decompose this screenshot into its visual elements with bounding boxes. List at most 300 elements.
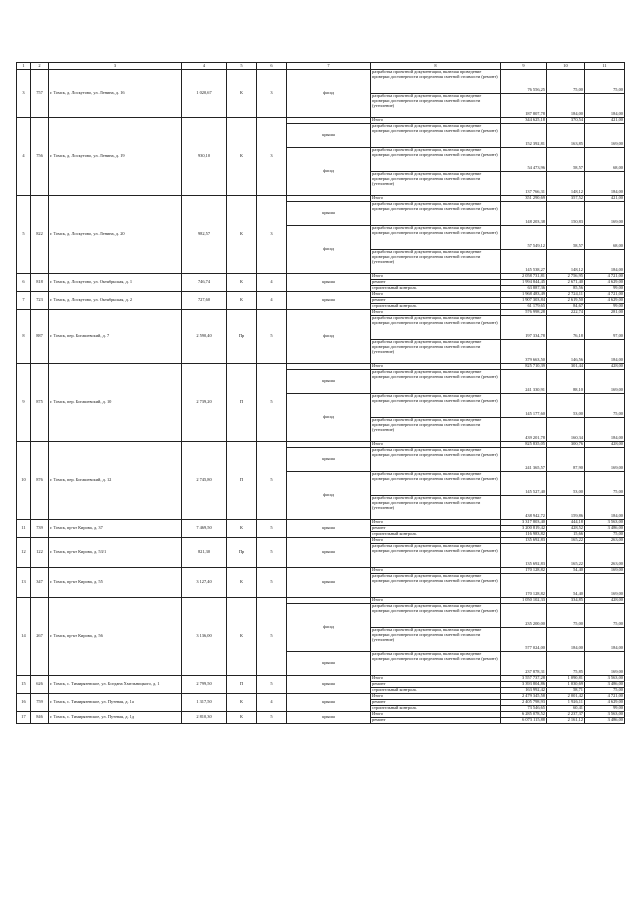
work-description: разработка проектной документации, включая проведение проверки достоверности определения сметной стоимости (утепление) bbox=[371, 340, 501, 364]
cost-value: 6 073 115,88 bbox=[501, 718, 547, 724]
work-description: разработка проектной документации, включая проведение проверки достоверности определения сметной стоимости (утепление) bbox=[371, 418, 501, 442]
unit-cost: 184,00 bbox=[547, 94, 585, 118]
element-type: фасад bbox=[287, 310, 371, 364]
limit-cost: 4 629,00 bbox=[585, 280, 625, 286]
element-type: крыша bbox=[287, 202, 371, 226]
element-type: фасад bbox=[287, 70, 371, 118]
cost-value: 61 179,65 bbox=[501, 304, 547, 310]
table-row bbox=[17, 694, 625, 700]
table-row bbox=[17, 274, 625, 280]
cost-value: 2 405 798,93 bbox=[501, 700, 547, 706]
unit-cost: 148,12 bbox=[547, 250, 585, 274]
unit-cost: 15,66 bbox=[547, 532, 585, 538]
house-code: 887 bbox=[31, 310, 49, 364]
limit-cost: 169,00 bbox=[585, 574, 625, 598]
unit-cost: 54,40 bbox=[547, 568, 585, 574]
wall-material: К bbox=[227, 598, 257, 676]
cost-value: 3 393 804,86 bbox=[501, 682, 547, 688]
row-number: 5 bbox=[17, 196, 31, 274]
work-description: разработка проектной документации, включая проведение проверки достоверности определения сметной стоимости (утепление) bbox=[371, 172, 501, 196]
unit-cost: 222,74 bbox=[547, 310, 585, 316]
floors: 5 bbox=[257, 598, 287, 676]
cost-value: 187 807,78 bbox=[501, 94, 547, 118]
limit-cost: 428,00 bbox=[585, 442, 625, 448]
unit-cost: 301,44 bbox=[547, 364, 585, 370]
address: г. Томск, пер. Богашевский, д. 12 bbox=[49, 442, 182, 520]
unit-cost: 150,83 bbox=[547, 202, 585, 226]
cost-value: 145 527,40 bbox=[501, 472, 547, 496]
total-area: 3 136,00 bbox=[182, 598, 227, 676]
limit-cost: 169,00 bbox=[585, 202, 625, 226]
total-area: 2 810,30 bbox=[182, 712, 227, 724]
unit-cost: 1 926,11 bbox=[547, 700, 585, 706]
address: г. Томск, д. Лоскутово, ул. Октябрьская, д. 1 bbox=[49, 274, 182, 292]
cost-value: 825 710,39 bbox=[501, 364, 547, 370]
total-area: 727,60 bbox=[182, 292, 227, 310]
cost-value: 116 983,82 bbox=[501, 532, 547, 538]
row-number: 12 bbox=[17, 538, 31, 568]
limit-cost: 68,00 bbox=[585, 226, 625, 250]
house-code: 122 bbox=[31, 538, 49, 568]
unit-cost: 60,41 bbox=[547, 706, 585, 712]
limit-cost: 184,00 bbox=[585, 418, 625, 442]
work-description: ремонт bbox=[371, 700, 501, 706]
limit-cost: 3 486,00 bbox=[585, 682, 625, 688]
unit-cost: 159,86 bbox=[547, 496, 585, 520]
address: г. Томск, пр-кт Кирова, д. 56 bbox=[49, 598, 182, 676]
col-num-2: 2 bbox=[31, 63, 49, 70]
limit-cost: 169,00 bbox=[585, 448, 625, 472]
limit-cost: 4 721,00 bbox=[585, 694, 625, 700]
unit-cost: 334,85 bbox=[547, 598, 585, 604]
wall-material: К bbox=[227, 694, 257, 712]
limit-cost: 75,00 bbox=[585, 472, 625, 496]
row-number: 15 bbox=[17, 676, 31, 694]
element-type: фасад bbox=[287, 394, 371, 442]
limit-cost: 169,00 bbox=[585, 568, 625, 574]
unit-cost: 357,52 bbox=[547, 196, 585, 202]
row-number: 16 bbox=[17, 694, 31, 712]
address: г. Томск, с. Тимирязевское, ул. Богдана Хмельницкого, д. 1 bbox=[49, 676, 182, 694]
address: г. Томск, пр-кт Кирова, д. 55 bbox=[49, 568, 182, 598]
total-area: 930,10 bbox=[182, 118, 227, 196]
limit-cost: 75,00 bbox=[585, 532, 625, 538]
cost-value: 237 878,31 bbox=[501, 652, 547, 676]
cost-value: 241 330,91 bbox=[501, 370, 547, 394]
row-number: 10 bbox=[17, 442, 31, 520]
element-type: крыша bbox=[287, 370, 371, 394]
house-code: 846 bbox=[31, 712, 49, 724]
element-type: крыша bbox=[287, 694, 371, 712]
cost-value: 825 835,05 bbox=[501, 442, 547, 448]
limit-cost: 4 721,00 bbox=[585, 292, 625, 298]
unit-cost: 2 724,11 bbox=[547, 292, 585, 298]
cost-value: 577 024,00 bbox=[501, 628, 547, 652]
limit-cost: 4 629,00 bbox=[585, 700, 625, 706]
limit-cost: 428,00 bbox=[585, 364, 625, 370]
work-description: разработка проектной документации, включая проведение проверки достоверности определения сметной стоимости (ремонт) bbox=[371, 148, 501, 172]
limit-cost: 263,00 bbox=[585, 538, 625, 544]
row-number: 17 bbox=[17, 712, 31, 724]
unit-cost: 75,85 bbox=[547, 652, 585, 676]
work-description: Итого bbox=[371, 676, 501, 682]
work-description: разработка проектной документации, включая проведение проверки достоверности определения сметной стоимости (утепление) bbox=[371, 496, 501, 520]
row-number: 3 bbox=[17, 70, 31, 118]
unit-cost: 2 237,37 bbox=[547, 712, 585, 718]
cost-value: 2 479 345,58 bbox=[501, 694, 547, 700]
row-number: 13 bbox=[17, 568, 31, 598]
renovation-schedule-table bbox=[16, 62, 625, 724]
work-description: разработка проектной документации, включая проведение проверки достоверности определения сметной стоимости (утепление) bbox=[371, 94, 501, 118]
total-area: 982,57 bbox=[182, 196, 227, 274]
unit-cost: 2 161,12 bbox=[547, 718, 585, 724]
house-code: 739 bbox=[31, 520, 49, 538]
row-number: 4 bbox=[17, 118, 31, 196]
unit-cost: 75,00 bbox=[547, 70, 585, 94]
work-description: Итого bbox=[371, 196, 501, 202]
limit-cost: 184,00 bbox=[585, 94, 625, 118]
col-num-1: 1 bbox=[17, 63, 31, 70]
limit-cost: 421,00 bbox=[585, 118, 625, 124]
unit-cost: 146,56 bbox=[547, 340, 585, 364]
element-type: крыша bbox=[287, 712, 371, 724]
unit-cost: 84,67 bbox=[547, 304, 585, 310]
house-code: 818 bbox=[31, 274, 49, 292]
element-type: крыша bbox=[287, 448, 371, 472]
row-number: 9 bbox=[17, 364, 31, 442]
floors: 5 bbox=[257, 310, 287, 364]
work-description: Итого bbox=[371, 568, 501, 574]
cost-value: 351 290,69 bbox=[501, 196, 547, 202]
cost-value: 76 556,25 bbox=[501, 70, 547, 94]
floors: 4 bbox=[257, 292, 287, 310]
work-description: разработка проектной документации, включая проведение проверки достоверности определения сметной стоимости (ремонт) bbox=[371, 226, 501, 250]
unit-cost: 88,10 bbox=[547, 370, 585, 394]
work-description: Итого bbox=[371, 598, 501, 604]
limit-cost: 184,00 bbox=[585, 172, 625, 196]
cost-value: 3 317 803,40 bbox=[501, 520, 547, 526]
work-description: разработка проектной документации, включая проведение проверки достоверности определения сметной стоимости (ремонт) bbox=[371, 370, 501, 394]
col-num-6: 6 bbox=[257, 63, 287, 70]
table-row bbox=[17, 70, 625, 94]
element-type: крыша bbox=[287, 274, 371, 292]
element-type: фасад bbox=[287, 226, 371, 274]
col-num-5: 5 bbox=[227, 63, 257, 70]
unit-cost: 428,52 bbox=[547, 526, 585, 532]
house-code: 267 bbox=[31, 598, 49, 676]
total-area: 821,30 bbox=[182, 538, 227, 568]
limit-cost: 75,00 bbox=[585, 688, 625, 694]
cost-value: 3 557 737,28 bbox=[501, 676, 547, 682]
col-num-9: 9 bbox=[501, 63, 547, 70]
unit-cost: 2 001,42 bbox=[547, 694, 585, 700]
table-row bbox=[17, 712, 625, 718]
house-code: 723 bbox=[31, 292, 49, 310]
floors: 3 bbox=[257, 70, 287, 118]
unit-cost: 58,71 bbox=[547, 688, 585, 694]
limit-cost: 184,00 bbox=[585, 250, 625, 274]
cost-value: 438 942,72 bbox=[501, 496, 547, 520]
unit-cost: 148,12 bbox=[547, 172, 585, 196]
limit-cost: 3 563,00 bbox=[585, 676, 625, 682]
work-description: разработка проектной документации, включая проведение проверки достоверности определения сметной стоимости (ремонт) bbox=[371, 448, 501, 472]
col-num-7: 7 bbox=[287, 63, 371, 70]
element-type: крыша bbox=[287, 652, 371, 676]
work-description: разработка проектной документации, включая проведение проверки достоверности определения сметной стоимости (ремонт) bbox=[371, 544, 501, 568]
total-area: 1 317,50 bbox=[182, 694, 227, 712]
unit-cost: 370,54 bbox=[547, 118, 585, 124]
work-description: строительный контроль bbox=[371, 688, 501, 694]
total-area: 746,74 bbox=[182, 274, 227, 292]
unit-cost: 444,18 bbox=[547, 520, 585, 526]
table-row bbox=[17, 310, 625, 316]
total-area: 2 745,80 bbox=[182, 442, 227, 520]
work-description: ремонт bbox=[371, 718, 501, 724]
element-type: фасад bbox=[287, 604, 371, 652]
limit-cost: 99,00 bbox=[585, 286, 625, 292]
col-num-10: 10 bbox=[547, 63, 585, 70]
work-description: Итого bbox=[371, 442, 501, 448]
unit-cost: 165,22 bbox=[547, 538, 585, 544]
wall-material: Пр bbox=[227, 538, 257, 568]
unit-cost: 184,00 bbox=[547, 628, 585, 652]
unit-cost: 163,85 bbox=[547, 124, 585, 148]
unit-cost: 160,34 bbox=[547, 418, 585, 442]
work-description: строительный контроль bbox=[371, 532, 501, 538]
address: г. Томск, д. Лоскутово, ул. Октябрьская, д. 2 bbox=[49, 292, 182, 310]
limit-cost: 263,00 bbox=[585, 544, 625, 568]
unit-cost: 1 090,81 bbox=[547, 676, 585, 682]
work-description: разработка проектной документации, включая проведение проверки достоверности определения сметной стоимости (ремонт) bbox=[371, 124, 501, 148]
unit-cost: 53,00 bbox=[547, 394, 585, 418]
limit-cost: 99,00 bbox=[585, 304, 625, 310]
unit-cost: 58,57 bbox=[547, 226, 585, 250]
work-description: ремонт bbox=[371, 526, 501, 532]
cost-value: 1 994 844,45 bbox=[501, 280, 547, 286]
limit-cost: 169,00 bbox=[585, 652, 625, 676]
wall-material: К bbox=[227, 118, 257, 196]
floors: 3 bbox=[257, 196, 287, 274]
house-code: 347 bbox=[31, 568, 49, 598]
wall-material: П bbox=[227, 364, 257, 442]
unit-cost: 1 030,69 bbox=[547, 682, 585, 688]
row-number: 8 bbox=[17, 310, 31, 364]
element-type: фасад bbox=[287, 472, 371, 520]
floors: 3 bbox=[257, 118, 287, 196]
work-description: разработка проектной документации, включая проведение проверки достоверности определения сметной стоимости (ремонт) bbox=[371, 472, 501, 496]
unit-cost: 87,90 bbox=[547, 448, 585, 472]
wall-material: К bbox=[227, 196, 257, 274]
unit-cost: 2 756,95 bbox=[547, 274, 585, 280]
floors: 4 bbox=[257, 274, 287, 292]
limit-cost: 3 563,00 bbox=[585, 520, 625, 526]
house-code: 876 bbox=[31, 442, 49, 520]
cost-value: 145 177,60 bbox=[501, 394, 547, 418]
house-code: 759 bbox=[31, 694, 49, 712]
element-type: крыша bbox=[287, 568, 371, 598]
element-type: крыша bbox=[287, 520, 371, 538]
work-description: Итого bbox=[371, 694, 501, 700]
cost-value: 379 663,50 bbox=[501, 340, 547, 364]
work-description: разработка проектной документации, включая проведение проверки достоверности определения сметной стоимости (ремонт) bbox=[371, 574, 501, 598]
house-code: 626 bbox=[31, 676, 49, 694]
table-row bbox=[17, 292, 625, 298]
house-code: 875 bbox=[31, 364, 49, 442]
limit-cost: 169,00 bbox=[585, 124, 625, 148]
work-description: разработка проектной документации, включая проведение проверки достоверности определения сметной стоимости (утепление) bbox=[371, 628, 501, 652]
floors: 5 bbox=[257, 676, 287, 694]
address: г. Томск, с. Тимирязевское, ул. Путевая, д. 1а bbox=[49, 694, 182, 712]
column-number-row bbox=[17, 63, 625, 70]
limit-cost: 4 629,00 bbox=[585, 298, 625, 304]
cost-value: 344 625,18 bbox=[501, 118, 547, 124]
cost-value: 54 473,96 bbox=[501, 148, 547, 172]
work-description: строительный контроль bbox=[371, 706, 501, 712]
cost-value: 135 692,83 bbox=[501, 544, 547, 568]
unit-cost: 58,57 bbox=[547, 148, 585, 172]
unit-cost: 53,00 bbox=[547, 472, 585, 496]
limit-cost: 281,00 bbox=[585, 310, 625, 316]
total-area: 1 020,67 bbox=[182, 70, 227, 118]
house-code: 757 bbox=[31, 70, 49, 118]
unit-cost: 300,76 bbox=[547, 442, 585, 448]
work-description: разработка проектной документации, включая проведение проверки достоверности определения сметной стоимости (ремонт) bbox=[371, 604, 501, 628]
work-description: разработка проектной документации, включая проведение проверки достоверности определения сметной стоимости (ремонт) bbox=[371, 316, 501, 340]
col-num-8: 8 bbox=[371, 63, 501, 70]
unit-cost: 85,56 bbox=[547, 286, 585, 292]
wall-material: Пр bbox=[227, 310, 257, 364]
limit-cost: 75,00 bbox=[585, 394, 625, 418]
wall-material: К bbox=[227, 568, 257, 598]
address: г. Томск, с. Тимирязевское, ул. Путевая, д. 1д bbox=[49, 712, 182, 724]
element-type: крыша bbox=[287, 292, 371, 310]
work-description: Итого bbox=[371, 364, 501, 370]
house-code: 756 bbox=[31, 118, 49, 196]
row-number: 7 bbox=[17, 292, 31, 310]
cost-value: 170 128,82 bbox=[501, 574, 547, 598]
total-area: 2 739,20 bbox=[182, 364, 227, 442]
wall-material: П bbox=[227, 442, 257, 520]
floors: 5 bbox=[257, 442, 287, 520]
limit-cost: 68,00 bbox=[585, 148, 625, 172]
element-type: крыша bbox=[287, 538, 371, 568]
limit-cost: 75,00 bbox=[585, 70, 625, 94]
floors: 4 bbox=[257, 694, 287, 712]
floors: 5 bbox=[257, 364, 287, 442]
total-area: 2 590,40 bbox=[182, 310, 227, 364]
row-number: 6 bbox=[17, 274, 31, 292]
work-description: ремонт bbox=[371, 280, 501, 286]
limit-cost: 4 721,00 bbox=[585, 274, 625, 280]
work-description: Итого bbox=[371, 292, 501, 298]
table-body bbox=[17, 63, 625, 724]
work-description: разработка проектной документации, включая проведение проверки достоверности определения сметной стоимости (ремонт) bbox=[371, 652, 501, 676]
element-type: крыша bbox=[287, 676, 371, 694]
limit-cost: 184,00 bbox=[585, 628, 625, 652]
cost-value: 6 285 078,52 bbox=[501, 712, 547, 718]
unit-cost: 2 619,50 bbox=[547, 298, 585, 304]
address: г. Томск, пр-кт Кирова, д. 53/1 bbox=[49, 538, 182, 568]
limit-cost: 421,00 bbox=[585, 196, 625, 202]
cost-value: 3 200 819,42 bbox=[501, 526, 547, 532]
cost-value: 241 365,57 bbox=[501, 448, 547, 472]
work-description: строительный контроль bbox=[371, 286, 501, 292]
wall-material: К bbox=[227, 520, 257, 538]
total-area: 7 469,50 bbox=[182, 520, 227, 538]
table-row bbox=[17, 538, 625, 544]
unit-cost: 165,22 bbox=[547, 544, 585, 568]
address: г. Томск, пр-кт Кирова, д. 37 bbox=[49, 520, 182, 538]
work-description: ремонт bbox=[371, 298, 501, 304]
work-description: разработка проектной документации, включая проведение проверки достоверности определения сметной стоимости (утепление) bbox=[371, 250, 501, 274]
cost-value: 1 968 483,49 bbox=[501, 292, 547, 298]
work-description: Итого bbox=[371, 310, 501, 316]
work-description: Итого bbox=[371, 118, 501, 124]
cost-value: 1 907 303,84 bbox=[501, 298, 547, 304]
table-row bbox=[17, 520, 625, 526]
cost-value: 135 692,83 bbox=[501, 538, 547, 544]
floors: 5 bbox=[257, 568, 287, 598]
row-number: 14 bbox=[17, 598, 31, 676]
limit-cost: 184,00 bbox=[585, 496, 625, 520]
limit-cost: 428,00 bbox=[585, 598, 625, 604]
element-type: крыша bbox=[287, 124, 371, 148]
unit-cost: 76,18 bbox=[547, 316, 585, 340]
table-row bbox=[17, 676, 625, 682]
work-description: Итого bbox=[371, 274, 501, 280]
address: г. Томск, пер. Богашевский, д. 7 bbox=[49, 310, 182, 364]
row-number: 11 bbox=[17, 520, 31, 538]
work-description: Итого bbox=[371, 538, 501, 544]
cost-value: 1 050 102,33 bbox=[501, 598, 547, 604]
table-row bbox=[17, 568, 625, 574]
address: г. Томск, пер. Богашевский, д. 10 bbox=[49, 364, 182, 442]
unit-cost: 54,40 bbox=[547, 574, 585, 598]
address: г. Томск, д. Лоскутово, ул. Ленина, д. 19 bbox=[49, 118, 182, 196]
limit-cost: 3 486,00 bbox=[585, 526, 625, 532]
cost-value: 137 766,31 bbox=[501, 172, 547, 196]
limit-cost: 3 563,00 bbox=[585, 712, 625, 718]
work-description: Итого bbox=[371, 712, 501, 718]
cost-value: 148 203,38 bbox=[501, 202, 547, 226]
cost-value: 2 058 731,81 bbox=[501, 274, 547, 280]
wall-material: К bbox=[227, 274, 257, 292]
cost-value: 235 200,00 bbox=[501, 604, 547, 628]
cost-value: 63 887,36 bbox=[501, 286, 547, 292]
element-type: фасад bbox=[287, 148, 371, 196]
total-area: 2 799,50 bbox=[182, 676, 227, 694]
col-num-4: 4 bbox=[182, 63, 227, 70]
house-code: 822 bbox=[31, 196, 49, 274]
limit-cost: 99,00 bbox=[585, 706, 625, 712]
work-description: разработка проектной документации, включая проведение проверки достоверности определения сметной стоимости (ремонт) bbox=[371, 70, 501, 94]
cost-value: 73 546,65 bbox=[501, 706, 547, 712]
unit-cost: 2 671,40 bbox=[547, 280, 585, 286]
wall-material: К bbox=[227, 712, 257, 724]
work-description: Итого bbox=[371, 520, 501, 526]
limit-cost: 3 486,00 bbox=[585, 718, 625, 724]
work-description: разработка проектной документации, включая проведение проверки достоверности определения сметной стоимости (ремонт) bbox=[371, 394, 501, 418]
cost-value: 145 538,27 bbox=[501, 250, 547, 274]
wall-material: К bbox=[227, 292, 257, 310]
floors: 5 bbox=[257, 538, 287, 568]
wall-material: П bbox=[227, 676, 257, 694]
cost-value: 439 201,78 bbox=[501, 418, 547, 442]
work-description: разработка проектной документации, включая проведение проверки достоверности определения сметной стоимости (ремонт) bbox=[371, 202, 501, 226]
wall-material: К bbox=[227, 70, 257, 118]
total-area: 3 127,40 bbox=[182, 568, 227, 598]
limit-cost: 97,00 bbox=[585, 316, 625, 340]
